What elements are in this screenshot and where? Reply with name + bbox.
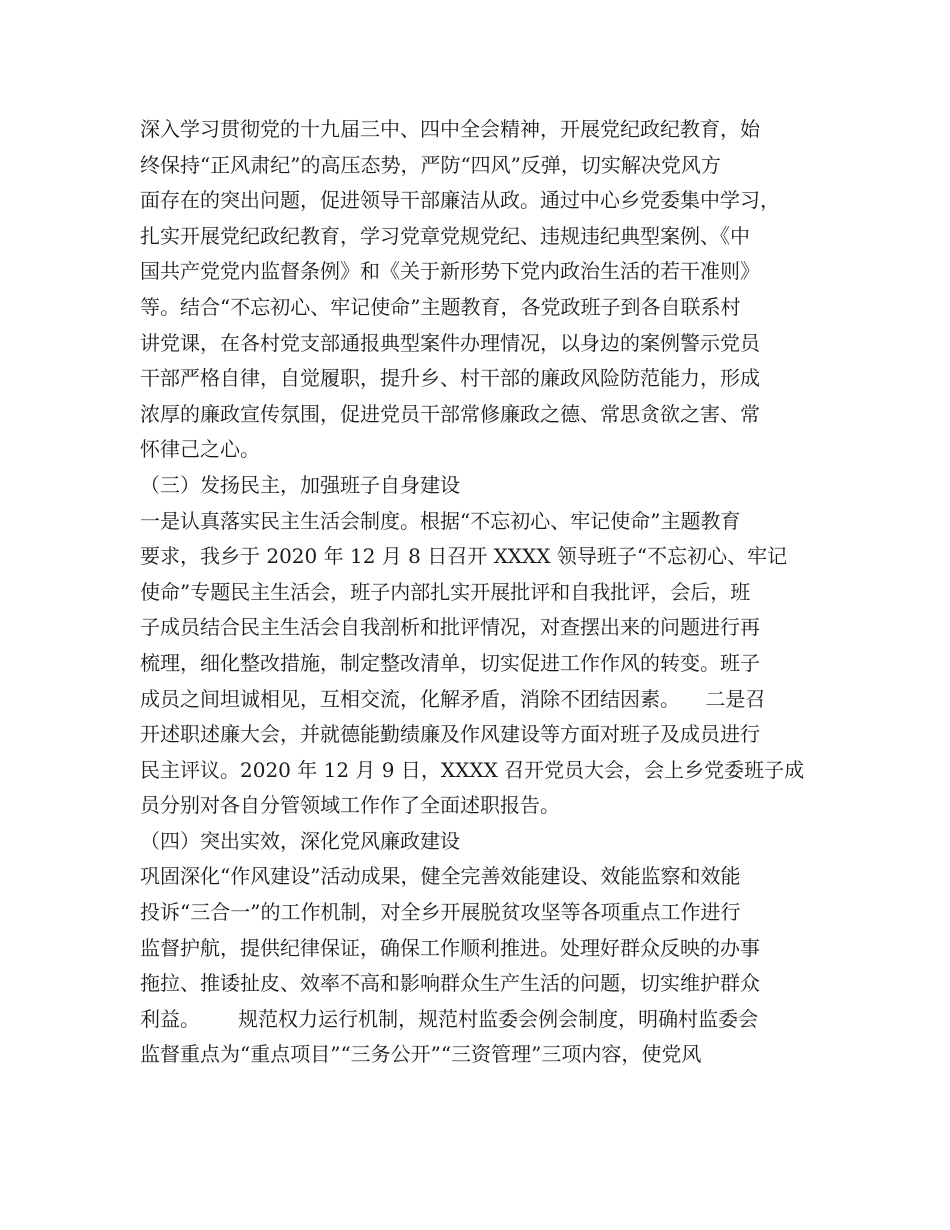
body-line: 投诉“三合一”的工作机制，对全乡开展脱贫攻坚等各项重点工作进行: [140, 900, 741, 925]
body-line: 监督重点为“重点项目”“三务公开”“三资管理”三项内容，使党风: [140, 1042, 702, 1067]
body-line: 终保持“正风肃纪”的高压态势，严防“四风”反弹，切实解决党风方: [140, 152, 721, 177]
body-line: 监督护航，提供纪律保证，确保工作顺利推进。处理好群众反映的办事: [140, 935, 760, 960]
body-line: 一是认真落实民主生活会制度。根据“不忘初心、牢记使命”主题教育: [140, 508, 741, 533]
body-line: 梳理，细化整改措施，制定整改清单，切实促进工作作风的转变。班子: [140, 650, 760, 675]
body-line: 巩固深化“作风建设”活动成果，健全完善效能建设、效能监察和效能: [140, 864, 741, 889]
document-body: [140, 112, 830, 1073]
body-line: 讲党课，在各村党支部通报典型案件办理情况，以身边的案例警示党员: [140, 330, 760, 355]
body-line: 利益。 规范权力运行机制，规范村监委会例会制度，明确村监委会: [140, 1006, 759, 1031]
body-line: 面存在的突出问题，促进领导干部廉洁从政。通过中心乡党委集中学习，: [140, 188, 780, 213]
body-line: 深入学习贯彻党的十九届三中、四中全会精神，开展党纪政纪教育，始: [140, 117, 760, 141]
body-line: 干部严格自律，自觉履职，提升乡、村干部的廉政风险防范能力，形成: [140, 366, 760, 391]
body-line: 开述职述廉大会，并就德能勤绩廉及作风建设等方面对班子及成员进行: [140, 722, 760, 747]
body-line: 员分别对各自分管领域工作作了全面述职报告。: [140, 793, 560, 818]
body-line: 使命”专题民主生活会，班子内部扎实开展批评和自我批评，会后，班: [140, 579, 751, 604]
body-line: 成员之间坦诚相见，互相交流，化解矛盾，消除不团结因素。 二是召: [140, 686, 766, 711]
body-line: 怀律己之心。: [140, 437, 260, 462]
body-line: 浓厚的廉政宣传氛围，促进党员干部常修廉政之德、常思贪欲之害、常: [140, 401, 760, 426]
body-line: 子成员结合民主生活会自我剖析和批评情况，对查摆出来的问题进行再: [140, 615, 760, 640]
section-heading: （四）突出实效，深化党风廉政建设: [140, 828, 460, 853]
body-line: 拖拉、推诿扯皮、效率不高和影响群众生产生活的问题，切实维护群众: [140, 971, 760, 996]
body-line: 要求，我乡于 2020 年 12 月 8 日召开 XXXX 领导班子“不忘初心、牢记: [140, 544, 788, 569]
section-heading: （三）发扬民主，加强班子自身建设: [140, 472, 460, 497]
body-line: 国共产党党内监督条例》和《关于新形势下党内政治生活的若干准则》: [140, 259, 760, 284]
body-line: 等。结合“不忘初心、牢记使命”主题教育，各党政班子到各自联系村: [140, 294, 741, 319]
body-line: 扎实开展党纪政纪教育，学习党章党规党纪、违规违纪典型案例、《中: [140, 223, 750, 248]
body-line: 民主评议。2020 年 12 月 9 日，XXXX 召开党员大会，会上乡党委班子成: [140, 757, 805, 782]
